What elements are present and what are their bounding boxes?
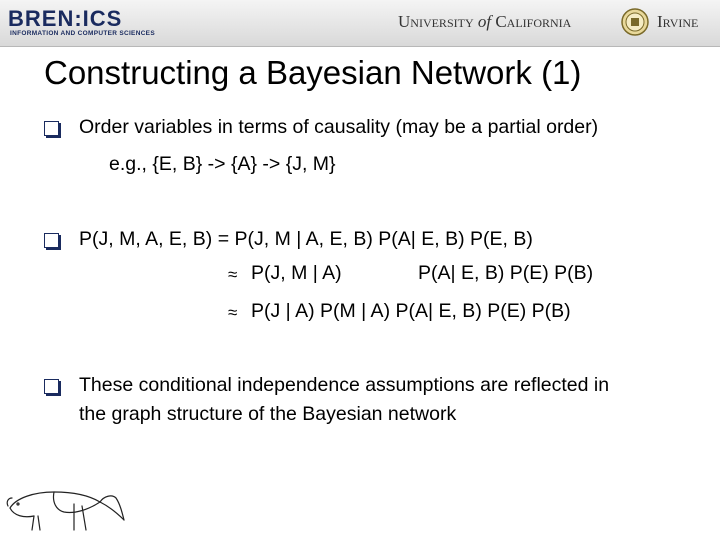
bullet-icon [44,379,59,394]
bullet-icon [44,121,59,136]
header-bar [0,0,720,47]
slide-title: Constructing a Bayesian Network (1) [44,54,582,91]
bren-ics-logo [8,6,198,40]
bullet1-example: e.g., {E, B} -> {A} -> {J, M} [109,153,336,175]
bullet2-line2a: P(J, M | A) [251,262,342,284]
bullet1-text: Order variables in terms of causality (may be a partial order) [79,116,599,138]
approx-symbol: ≈ [228,303,238,322]
bullet2-line1: P(J, M, A, E, B) = P(J, M | A, E, B) P(A| E, B) P(E, B) [79,228,533,250]
uc-logo-text [398,12,571,32]
bren-logo-text: BREN:ICS [8,6,123,31]
uc-california: California [495,12,572,31]
uc-irvine: Irvine [657,12,699,31]
bullet-icon [44,233,59,248]
anteater-icon [4,478,128,534]
uc-of: of [477,12,492,31]
bren-logo-subtitle: INFORMATION AND COMPUTER SCIENCES [10,30,155,37]
bullet2-line3: P(J | A) P(M | A) P(A| E, B) P(E) P(B) [251,300,571,322]
uc-university: University [398,12,474,31]
bullet2-line2b: P(A| E, B) P(E) P(B) [418,262,594,284]
uc-seal-icon [621,8,649,36]
bullet3-line2: the graph structure of the Bayesian network [79,403,457,425]
bullet3-line1: These conditional independence assumptions are reflected in [79,374,610,396]
approx-symbol: ≈ [228,265,238,284]
